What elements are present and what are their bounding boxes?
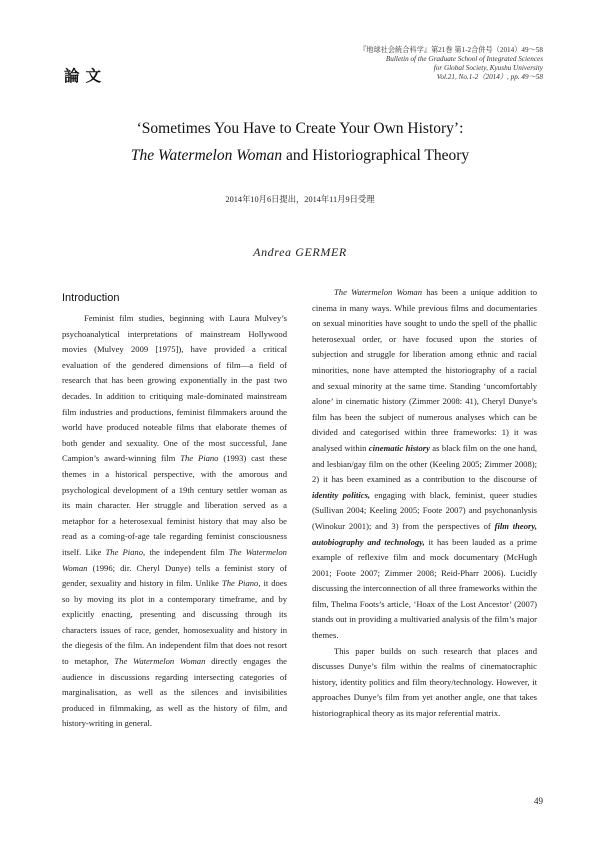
page-number: 49 [534, 796, 543, 806]
film-title: The Piano [180, 453, 219, 464]
text-run: it has been lauded as a prime example of reflexive film and mock documentary (McHugh 2001; Foote 2007; Zimmer 2008; Reid-Pharr 2006). Lucidly discussing the interconnection of all three frameworks within the film, Thelma Foots’s article, ‘Hoax of the Lost Ancestor’ (2007) stands out in providing a multivaried analysis of the film’s major themes. [312, 536, 537, 641]
text-run: Feminist film studies, beginning with Laura Mulvey’s psychoanalytical interpretations of mainstream Hollywood movies (Mulvey 2009 [1975]), have provided a critical evaluation of the gendered dimensions of film—a field of research that has been growing exponentially in the past two decades. In addition to critiquing male-dominated mainstream film industries and productions, feminist filmmakers around the world have produced noteable films that elaborate themes of both gender and sexuality. One of the most successful, Jane Campion’s award-winning film [62, 313, 287, 464]
section-label: 論文 [64, 67, 108, 85]
body-paragraph-1 [312, 285, 537, 644]
film-title: The Piano [105, 546, 144, 557]
text-run: (1993) cast these themes in a historical perspective, with the amorous and psychological development of a 19th century settler woman as its main character. Her struggle and liberation served as a metaphor for a heterosexual feminist history that may also be read as a coming-of-age tale regarding feminist consciousness itself. Like [62, 453, 287, 557]
film-title: The Watermelon Woman [334, 287, 422, 297]
left-column [62, 311, 287, 732]
text-run: , the independent film [143, 546, 229, 557]
emphasis: cinematic history [368, 442, 430, 453]
film-title: The Watermelon Woman [62, 546, 287, 573]
journal-line-3: for Global Society, Kyushu University [433, 64, 543, 72]
title-film-name: The Watermelon Woman [130, 147, 283, 164]
right-column [312, 285, 537, 722]
journal-line-1: 『地球社会統合科学』第21巻 第1-2合併号（2014）49～58 [359, 46, 543, 54]
intro-paragraph [62, 311, 287, 732]
title-line-1: ‘Sometimes You Have to Create Your Own History’: [136, 120, 464, 137]
text-run: as black film on the one hand, and lesbian/gay film on the other (Keeling 2005; Zimmer 2008); 2) it has been examined as a contribution to the discourse of [312, 442, 538, 485]
title-line-2 [0, 147, 600, 165]
emphasis: identity politics, [312, 489, 371, 500]
text-run: directly engages the audience in discussions regarding intersecting categories of marginalisation, as well as the silences and invisibilities produced in filmmaking, as well as the history of film, and history-writing in general. [62, 656, 287, 729]
journal-line-4: Vol.21, No.1-2（2014）, pp. 49～58 [436, 73, 543, 81]
text-run: has been a unique addition to cinema in many ways. While previous films and documentaries on sexual minorities have sought to undo the spell of the phallic heterosexual order, or have focused upon the stories of subjection and struggle for liberation among ethnic and racial minorities, none have attempted the historiography of a racial and sexual minority at the same time. Standing ‘uncomfortably alone’ in cinematic history (Zimmer 2008: 41), Cheryl Dunye’s film has been the subject of numerous analyses which can be divided and categorised within three frameworks: 1) it was analysed within [312, 287, 537, 453]
received-dates: 2014年10月6日提出，2014年11月9日受理 [225, 195, 375, 204]
film-title: The Piano [221, 578, 259, 589]
author-name: Andrea GERMER [253, 245, 347, 259]
journal-header [223, 46, 543, 82]
title-rest: and Historiographical Theory [282, 147, 470, 164]
text-run: (1996; dir. Cheryl Dunye) tells a feminist story of gender, sexuality and history in film. Unlike [62, 562, 287, 589]
text-run: , it does so by moving its plot in a contemporary timeframe, and by explicitly enacting, presenting and discussing through its characters issues of race, gender, homosexuality and history in the diegesis of the film. An independent film that does not resort to metaphor, [62, 578, 287, 667]
text-run: engaging with black, feminist, queer studies (Sullivan 2004; Keeling 2005; Foote 2007) and psychonanlysis (Winokur 2001); and 3) from the perspectives of [312, 489, 537, 531]
body-paragraph-2: This paper builds on such research that places and discusses Dunye’s film within the realms of cinematocraphic history, identity politics and film theory/technology. However, it approaches Dunye’s film from yet another angle, one that takes historiographical theory as its major referential matrix. [312, 645, 537, 719]
emphasis: film theory, autobiography and technology, [312, 520, 537, 547]
journal-line-2: Bulletin of the Graduate School of Integrated Sciences [385, 55, 543, 63]
film-title: The Watermelon Woman [114, 656, 206, 667]
section-heading: Introduction [62, 292, 120, 304]
